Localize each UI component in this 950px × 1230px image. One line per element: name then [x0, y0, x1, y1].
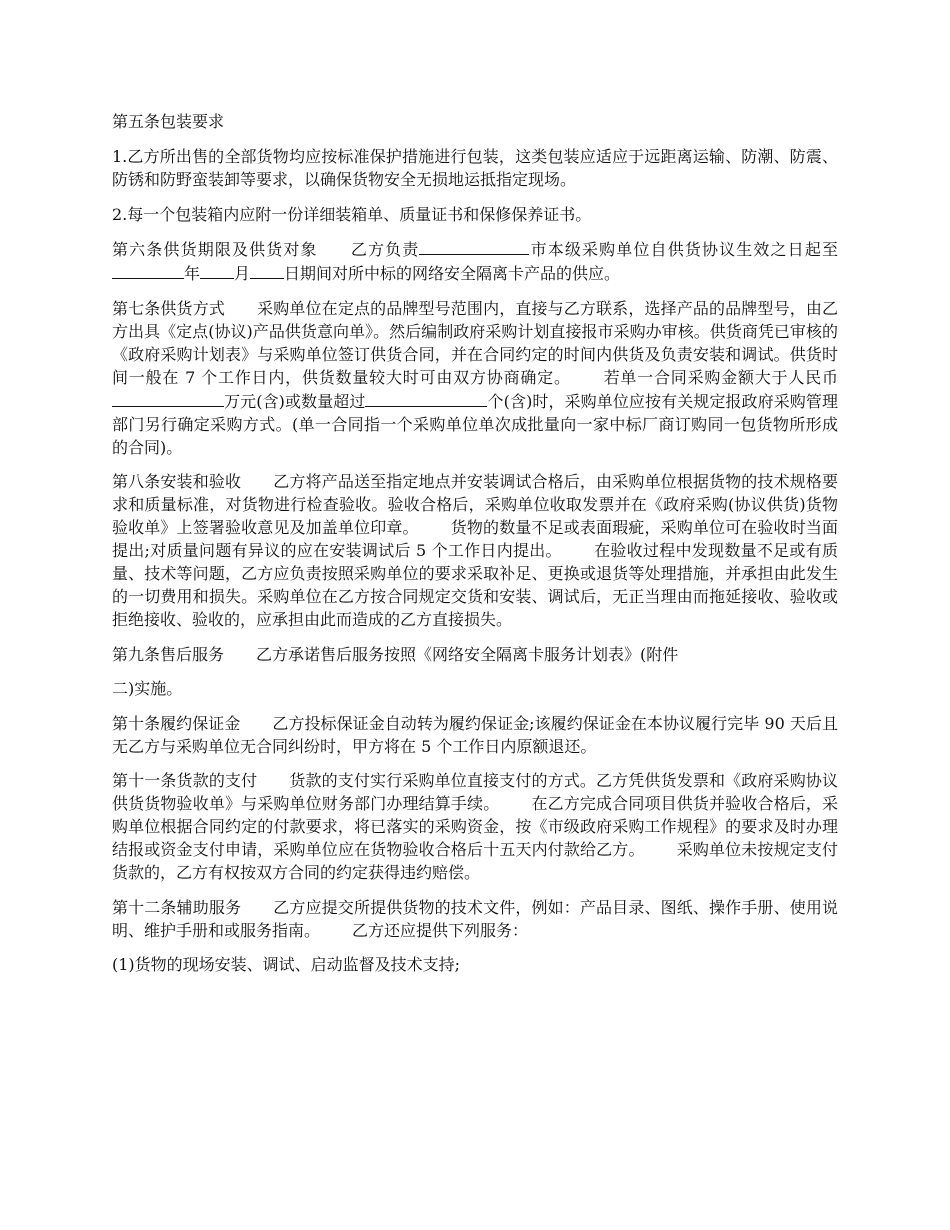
section-9-paragraph: 第九条售后服务 乙方承诺售后服务按照《网络安全隔离卡服务计划表》(附件 — [112, 644, 679, 664]
blank-field — [419, 237, 529, 255]
section-11-paragraph: 第十一条货款的支付 货款的支付实行采购单位直接支付的方式。乙方凭供货发票和《政府采购协议供货货物验收单》与采购单位财务部门办理结算手续。 在乙方完成合同项目供货并验收合格后，采购单位根据合同约定的付款要求，将已落实的采购资金，按《市级政府采购工作规程》的要求及时办理结报或资金支付申请，采购单位应在货物验收合格后十五天内付款给乙方。 采购单位未按规定支付货款的，乙方有权按双方合同的约定获得违约赔偿。 — [112, 771, 838, 882]
section-7-title: 第七条供货方式 — [112, 298, 225, 318]
section-5-item-2: 2.每一个包装箱内应附一份详细装箱单、质量证书和保修保养证书。 — [112, 204, 592, 224]
section-7-paragraph: 第七条供货方式 采购单位在定点的品牌型号范围内，直接与乙方联系，选择产品的品牌型号，由乙方出具《定点(协议)产品供货意向单》。然后编制政府采购计划直接报市采购办审核。供货商凭已审核的《政府采购计划表》与采购单位签订供货合同，并在合同约定的时间内供货及负责安装和调试。供货时间一般在 7 个工作日内，供货数量较大时可由双方协商确定。 若单一合同采购金额大于人民币万元(含)或数量超过 个(含)时，采购单位应按有关规定报政府采购管理部门另行确定采购方式。(单一合同指一个采购单位单次成批量向一家中标厂商订购同一包货物所形成的合同)。 — [112, 298, 838, 457]
blank-field — [365, 389, 395, 407]
section-12-paragraph: 第十二条辅助服务 乙方应提交所提供货物的技术文件，例如：产品目录、图纸、操作手册、使用说明、维护手册和或服务指南。 乙方还应提供下列服务： — [112, 897, 838, 940]
section-5-item-1: 1.乙方所出售的全部货物均应按标准保护措施进行包装，这类包装应适应于远距离运输、防潮、防震、防锈和防野蛮装卸等要求，以确保货物安全无损地运抵指定现场。 — [112, 147, 838, 189]
section-10-title: 第十条履约保证金 — [112, 713, 241, 733]
section-12-item-1: (1)货物的现场安装、调试、启动监督及技术支持; — [112, 955, 461, 974]
section-5-title: 第五条包装要求 — [112, 112, 225, 131]
section-6-title: 第六条供货期限及供货对象 — [112, 240, 318, 259]
section-12-title: 第十二条辅助服务 — [112, 897, 242, 917]
section-11-title: 第十一条货款的支付 — [112, 771, 258, 790]
blank-field — [250, 261, 284, 279]
contract-document — [112, 110, 838, 988]
section-9-continuation: 二)实施。 — [112, 679, 183, 698]
blank-field — [395, 389, 487, 407]
blank-field — [112, 389, 224, 407]
blank-field — [112, 261, 184, 279]
section-10-paragraph: 第十条履约保证金 乙方投标保证金自动转为履约保证金;该履约保证金在本协议履行完毕 90 天后且无乙方与采购单位无合同纠纷时，甲方将在 5 个工作日内原额退还。 — [112, 713, 838, 756]
section-6-paragraph: 第六条供货期限及供货对象 乙方负责 市本级采购单位自供货协议生效之日起至年 月 日期间对所中标的网络安全隔离卡产品的供应。 — [112, 237, 838, 285]
section-9-title: 第九条售后服务 — [112, 644, 225, 664]
section-8-paragraph: 第八条安装和验收 乙方将产品送至指定地点并安装调试合格后，由采购单位根据货物的技术规格要求和质量标准，对货物进行检查验收。验收合格后，采购单位收取发票并在《政府采购(协议供货)货物验收单》上签署验收意见及加盖单位印章。 货物的数量不足或表面瑕疵，采购单位可在验收时当面提出;对质量问题有异议的应在安装调试后 5 个工作日内提出。 在验收过程中发现数量不足或有质量、技术等问题，乙方应负责按照采购单位的要求采取补足、更换或退货等处理措施，并承担由此发生的一切费用和损失。采购单位在乙方按合同规定交货和安装、调试后，无正当理由而拖延接收、验收或拒绝接收、验收的，应承担由此而造成的乙方直接损失。 — [112, 472, 838, 629]
section-8-title: 第八条安装和验收 — [112, 472, 242, 491]
blank-field — [200, 261, 234, 279]
